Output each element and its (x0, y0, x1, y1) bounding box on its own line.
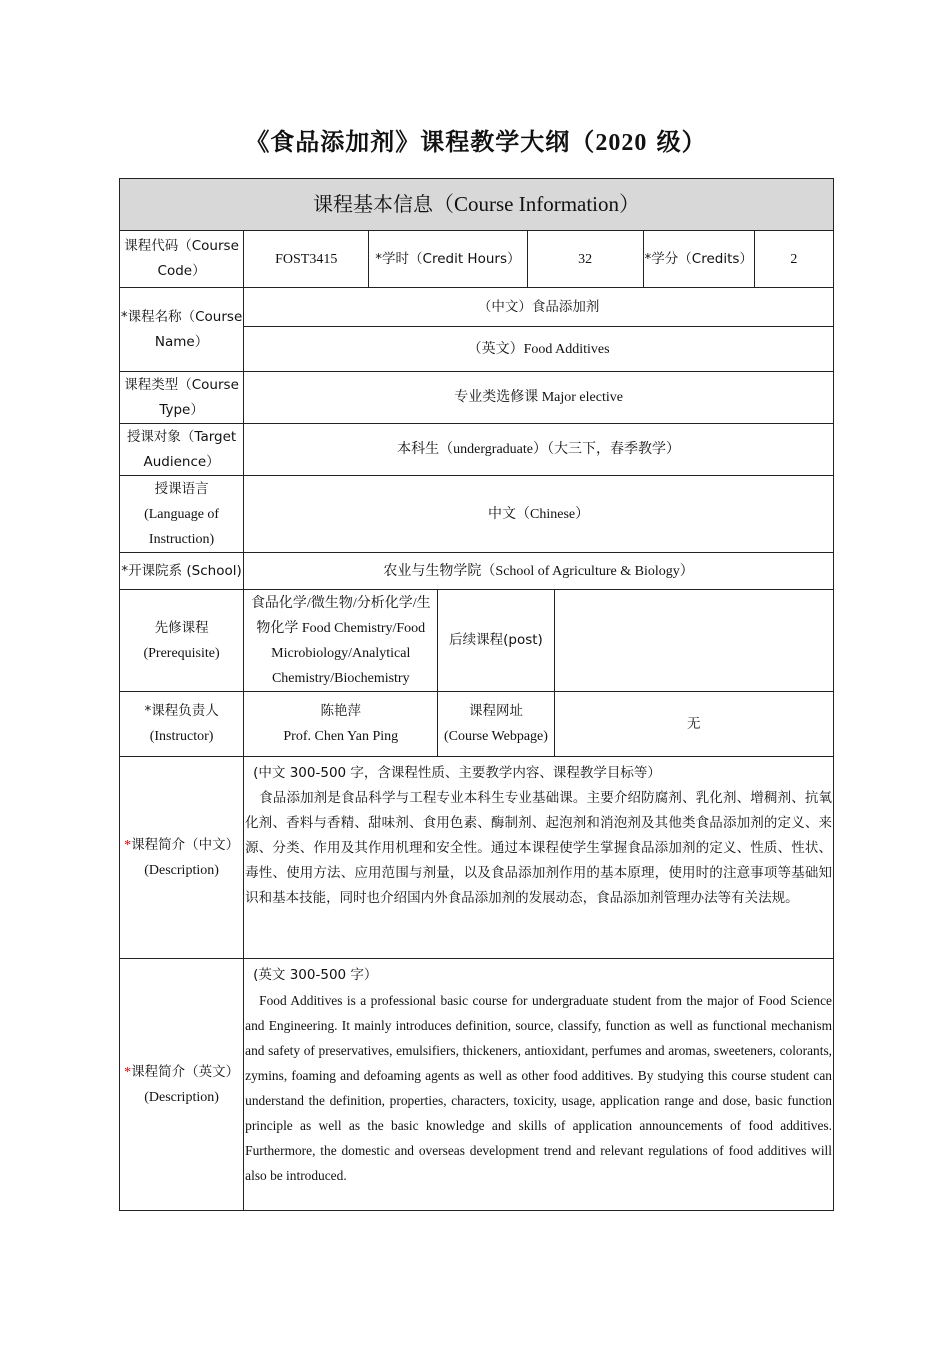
desc-zh-content (244, 757, 834, 959)
post-label: 后续课程(post) (438, 590, 554, 692)
name-label: *课程名称（Course Name） (120, 288, 244, 372)
desc-en-content (244, 959, 834, 1211)
header-zh: 课程基本信息 (312, 192, 433, 216)
title-text-pre: 《食品添加剂》课程教学大纲（ (245, 128, 596, 156)
prereq-label-zh: 先修课程 (154, 619, 209, 636)
desc-en-row (120, 959, 834, 1211)
webpage-label-zh: 课程网址 (468, 703, 523, 719)
audience-value: 本科生（undergraduate）（大三下，春季教学） (244, 424, 834, 476)
desc-zh-row (120, 757, 834, 959)
prereq-label (120, 590, 244, 692)
title-year: 2020 (595, 130, 648, 156)
name-zh: （中文）食品添加剂 (244, 288, 834, 327)
post-value (554, 590, 833, 692)
desc-en-label (120, 959, 244, 1211)
instructor-value (244, 692, 438, 757)
instructor-name-en: Prof. Chen Yan Ping (283, 729, 399, 744)
credits-value: 2 (754, 231, 833, 288)
school-row (120, 553, 834, 590)
desc-en-star: * (124, 1064, 132, 1080)
language-label (120, 476, 244, 553)
prereq-row (120, 590, 834, 692)
name-row-zh (120, 288, 834, 327)
instructor-row (120, 692, 834, 757)
hours-label: *学时（Credit Hours） (369, 231, 527, 288)
type-value: 专业类选修课 Major elective (244, 372, 834, 424)
webpage-label (438, 692, 554, 757)
instructor-label-zh: *课程负责人 (144, 703, 219, 719)
prereq-label-en: (Prerequisite) (143, 645, 220, 661)
desc-en-text: Food Additives is a professional basic course for undergraduate student from the major of Food Science and Engineering. It mainly introduces definition, source, classify, function as well as functional mechanism and safety of preservatives, emulsifiers, thickeners, antioxidant, perfumes and aromas, sweeteners, colorants, zymins, foaming and defoaming agents as well as other food additives. By studying this course student can understand the definition, properties, characters, toxicity, usage, application range and dose, basic function principle as well as the basic knowledge and skills of application announcements of food additives. Furthermore, the domestic and overseas development trend and relevant regulations of food additives will also be introduced. (245, 993, 832, 1183)
code-label: 课程代码（Course Code） (120, 231, 244, 288)
audience-row (120, 424, 834, 476)
header-row (120, 179, 834, 231)
type-row (120, 372, 834, 424)
school-value: 农业与生物学院（School of Agriculture & Biology） (244, 553, 834, 590)
school-label: *开课院系 (School) (120, 553, 244, 590)
desc-zh-label-en: (Description) (144, 862, 219, 878)
desc-zh-lead: (中文 300-500 字，含课程性质、主要教学内容、课程教学目标等） (253, 765, 661, 781)
title-text-post: 级） (647, 128, 707, 156)
code-value: FOST3415 (244, 231, 369, 288)
document-title (0, 122, 952, 157)
desc-en-lead: (英文 300-500 字） (253, 967, 378, 983)
instructor-label (120, 692, 244, 757)
desc-zh-star: * (124, 837, 132, 853)
instructor-label-en: (Instructor) (149, 729, 214, 744)
language-row (120, 476, 834, 553)
header-cell (120, 179, 834, 231)
type-label: 课程类型（Course Type） (120, 372, 244, 424)
desc-zh-label-text: 课程简介（中文） (131, 836, 240, 853)
desc-en-label-text: 课程简介（英文） (131, 1063, 240, 1080)
desc-zh-text: 食品添加剂是食品科学与工程专业本科生专业基础课。主要介绍防腐剂、乳化剂、增稠剂、抗氧化剂、香料与香精、甜味剂、食用色素、酶制剂、起泡剂和消泡剂及其他类食品添加剂的定义、来源、分类、作用及其作用机理和安全性。通过本课程使学生掌握食品添加剂的定义、性质、性状、毒性、使用方法、应用范围与剂量，以及食品添加剂作用的基本原理，使用时的注意事项等基础知识和基本技能，同时也介绍国内外食品添加剂的发展动态，食品添加剂管理办法等有关法规。 (245, 790, 832, 906)
hours-value: 32 (527, 231, 643, 288)
language-value: 中文（Chinese） (244, 476, 834, 553)
audience-label: 授课对象（Target Audience） (120, 424, 244, 476)
webpage-label-en: (Course Webpage) (443, 729, 548, 744)
webpage-value: 无 (554, 692, 833, 757)
desc-zh-label (120, 757, 244, 959)
language-label-en: (Language of Instruction) (144, 506, 220, 547)
language-label-zh: 授课语言 (154, 480, 209, 497)
course-info-table (119, 178, 834, 1211)
code-row (120, 231, 834, 288)
desc-en-label-en: (Description) (144, 1089, 219, 1105)
instructor-name-zh: 陈艳萍 (320, 703, 362, 719)
name-en: （英文）Food Additives (244, 327, 834, 372)
header-en: （Course Information） (432, 192, 641, 216)
credits-label: *学分（Credits） (643, 231, 754, 288)
prereq-value: 食品化学/微生物/分析化学/生物化学 Food Chemistry/Food Microbiology/Analytical Chemistry/Biochemistry (244, 590, 438, 692)
